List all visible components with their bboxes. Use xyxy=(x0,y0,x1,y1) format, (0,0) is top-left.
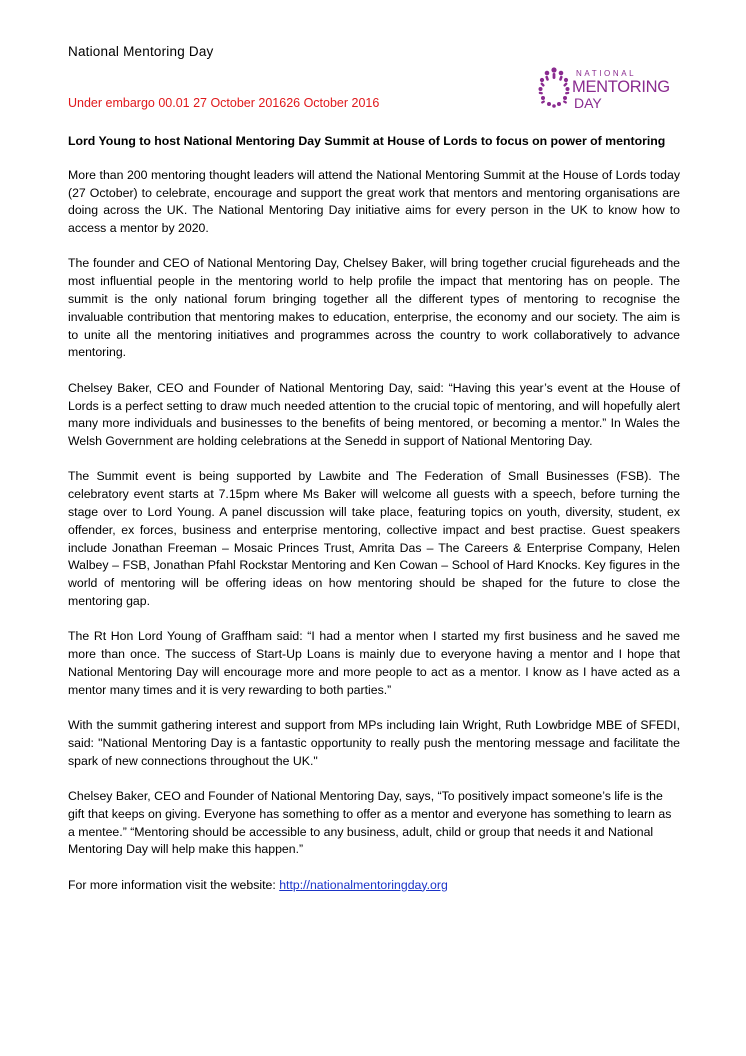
paragraph-baker-quote: Chelsey Baker, CEO and Founder of National Mentoring Day, said: “Having this year’s event at the House of Lords is a perfect setting to draw much needed attention to the crucial topic of mentoring, and will hopefully alert many more individuals and businesses to the benefits of being mentored, or becoming a mentor.” In Wales the Welsh Government are holding celebrations at the Senedd in support of National Mentoring Day. xyxy=(68,380,680,449)
press-release-headline: Lord Young to host National Mentoring Day Summit at House of Lords to focus on power of mentoring xyxy=(68,134,666,148)
website-link[interactable]: http://nationalmentoringday.org xyxy=(279,877,448,892)
national-mentoring-day-logo xyxy=(538,66,678,112)
logo-wordmark xyxy=(572,70,670,110)
paragraph-baker-closing-quote: Chelsey Baker, CEO and Founder of National Mentoring Day, says, “To positively impact someone’s life is the gift that keeps on giving. Everyone has something to offer as a mentor and everyone has something to learn as a mentee.” “Mentoring should be accessible to any business, adult, child or group that needs it and National Mentoring Day will help make this happen.” xyxy=(68,788,672,857)
paragraph-sfedi-quote: With the summit gathering interest and support from MPs including Iain Wright, Ruth Lowbridge MBE of SFEDI, said: "National Mentoring Day is a fantastic opportunity to really push the mentoring message and facilitate the spark of new connections throughout the UK." xyxy=(68,718,680,768)
people-circle-logo-icon xyxy=(538,66,570,110)
more-info-prefix: For more information visit the website: xyxy=(68,877,280,892)
paragraph-event-details: The Summit event is being supported by Lawbite and The Federation of Small Businesses (FSB). The celebratory event starts at 7.15pm where Ms Baker will welcome all guests with a speech, before turning the stage over to Lord Young. A panel discussion will take place, featuring topics on youth, diversity, student, ex offender, ex forces, business and enterprise mentoring, collective impact and best practise. Guest speakers include Jonathan Freeman – Mosaic Princes Trust, Amrita Das – The Careers & Enterprise Company, Helen Walbey – FSB, Jonathan Pfahl Rockstar Mentoring and Ken Cowan – School of Hard Knocks. Key figures in the world of mentoring will be offering ideas on how mentoring should be shaped for the future to close the mentoring gap. xyxy=(68,469,680,609)
embargo-notice: Under embargo 00.01 27 October 201626 October 2016 xyxy=(68,96,380,110)
more-info-line xyxy=(68,877,680,895)
paragraph-lord-young-quote: The Rt Hon Lord Young of Graffham said: “I had a mentor when I started my first business and he saved me more than once. The success of Start-Up Loans is mainly due to everyone having a mentor and I hope that National Mentoring Day will encourage more and more people to act as a mentor. I know as I have acted as a mentor many times and it is very rewarding to both parties.” xyxy=(68,629,680,697)
logo-national-text: NATIONAL xyxy=(576,69,637,78)
press-release-body xyxy=(68,133,680,894)
logo-day-text: DAY xyxy=(574,94,602,111)
document-header-title: National Mentoring Day xyxy=(68,44,214,59)
paragraph-summit-intro: More than 200 mentoring thought leaders will attend the National Mentoring Summit at the House of Lords today (27 October) to celebrate, encourage and support the great work that mentors and mentoring organisations are doing across the UK. The National Mentoring Day initiative aims for every person in the UK to know how to access a mentor by 2020. xyxy=(68,167,680,236)
logo-mentoring-text: MENTORING xyxy=(572,78,670,96)
paragraph-founder-summit: The founder and CEO of National Mentoring Day, Chelsey Baker, will bring together crucial figureheads and the most influential people in the mentoring world to help profile the impact that mentoring has on people. The summit is the only national forum bringing together all the different types of mentoring to recognise the invaluable contribution that mentoring makes to education, enterprise, the economy and our society. The aim is to unite all the mentoring initiatives and programmes across the country to work collaboratively to advance mentoring. xyxy=(68,256,680,360)
